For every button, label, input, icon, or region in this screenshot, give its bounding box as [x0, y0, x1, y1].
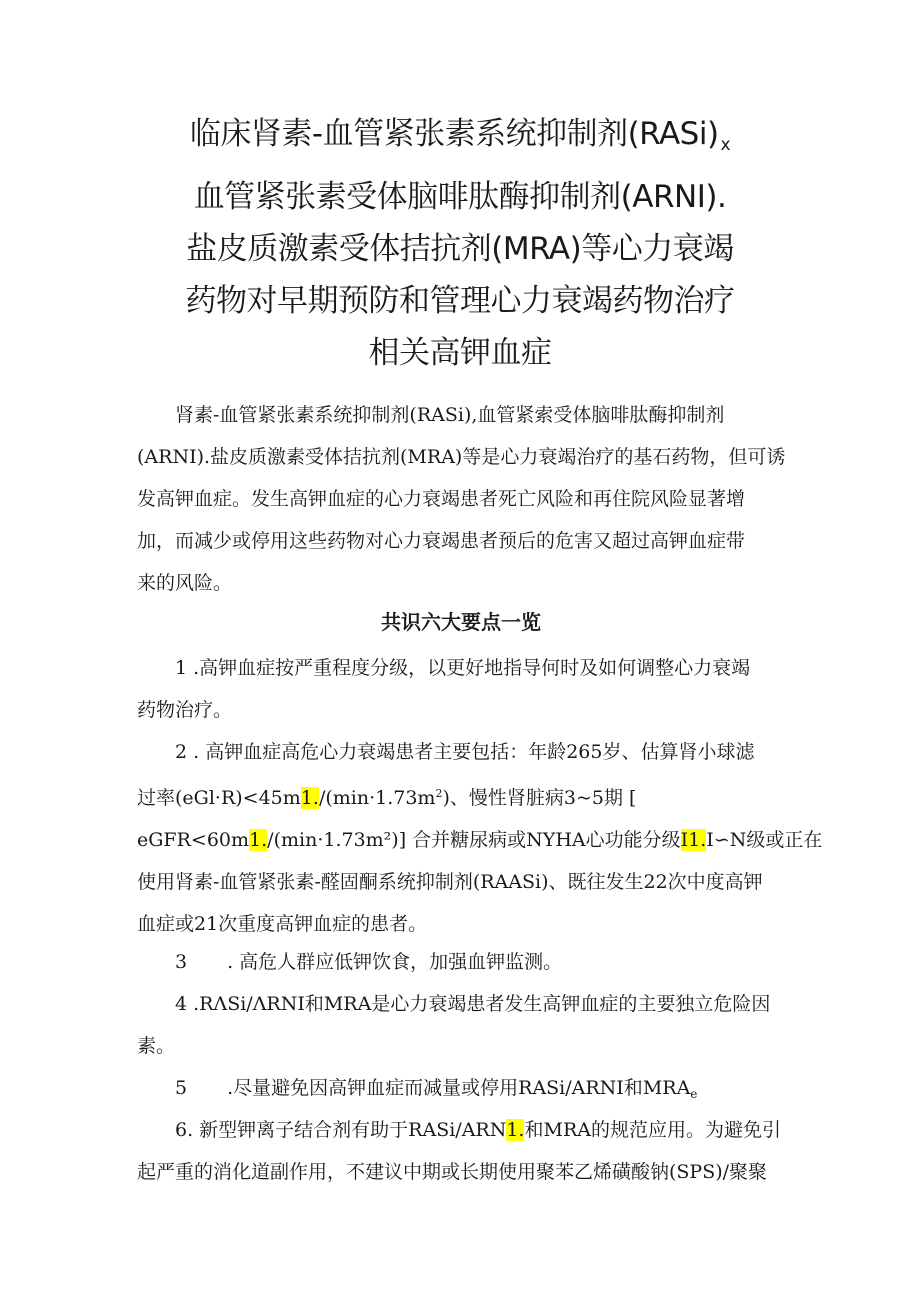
point-6-line-2: 起严重的消化道副作用，不建议中期或长期使用聚苯乙烯磺酸钠(SPS)/聚聚 — [137, 1161, 768, 1183]
point-3-text: . 高危人群应低钾饮食，加强血钾监测。 — [227, 951, 563, 973]
point-5 — [137, 1067, 785, 1115]
intro-paragraph — [137, 394, 785, 604]
title-line-4: 药物对早期预防和管理心力衰竭药物治疗 — [185, 283, 735, 319]
point-2-line-1: 2 . 高钾血症高危心力衰竭患者主要包括：年龄265岁、估算肾小球滤 — [175, 741, 755, 763]
title-suffix: x — [720, 135, 731, 155]
point-6-line-1-b: 和MRA的规范应用。为避免引 — [524, 1119, 781, 1141]
point-2 — [137, 731, 823, 945]
point-5-suffix: e — [690, 1087, 698, 1101]
point-5-number: 5 — [175, 1077, 188, 1099]
point-3-number: 3 — [175, 951, 188, 973]
point-4-line-1: 4 .RΛSi/ΛRNI和MRA是心力衰竭患者发生高钾血症的主要独立危险因 — [175, 993, 771, 1015]
title-line-5: 相关高钾血症 — [368, 335, 552, 371]
point-5-text: .尽量避免因高钾血症而减量或停用RASi/ARNI和MRA — [227, 1077, 691, 1099]
point-2-line-4: 使用肾素-血管紧张素-醛固酮系统抑制剂(RAASi)、既往发生22次中度高钾 — [137, 871, 763, 893]
point-2-line-2-b: /(min·1.73m — [318, 787, 436, 809]
title-line-2: 血管紧张素受体脑啡肽酶抑制剂(ARNI). — [193, 179, 727, 215]
intro-line-5: 来的风险。 — [137, 572, 233, 594]
highlight-mark: 1. — [300, 787, 319, 809]
point-5-line-1 — [137, 1067, 785, 1115]
intro-line-2: (ARNI).盐皮质激素受体拮抗剂(MRA)等是心力衰竭治疗的基石药物，但可诱 — [137, 446, 786, 468]
highlight-mark: 1. — [249, 829, 268, 851]
point-2-line-3-b: /(min·1.73m²)] 合并糖尿病或NYHA心功能分级 — [267, 829, 681, 851]
document-title — [150, 108, 770, 379]
point-6 — [137, 1109, 785, 1193]
intro-line-3: 发高钾血症。发生高钾血症的心力衰竭患者死亡风险和再住院风险显著增 — [137, 488, 746, 510]
point-1-line-1: 1 .高钾血症按严重程度分级，以更好地指导何时及如何调整心力衰竭 — [175, 657, 751, 679]
highlight-mark: 1. — [506, 1119, 525, 1141]
point-3 — [137, 941, 785, 983]
point-2-line-3 — [137, 819, 823, 861]
point-1-line-2: 药物治疗。 — [137, 699, 233, 721]
point-4 — [137, 983, 785, 1067]
point-2-line-3-c: I∽N级或正在 — [706, 829, 823, 851]
point-4-line-2: 素。 — [137, 1035, 176, 1057]
intro-line-1: 肾素-血管紧张素系统抑制剂(RASi),血管紧索受体脑啡肽酶抑制剂 — [175, 404, 725, 426]
point-2-line-3-a: eGFR<60m — [137, 829, 250, 851]
point-6-line-1-a: 6. 新型钾离子结合剂有助于RASi/ARN — [175, 1119, 507, 1141]
point-2-line-2-c: )、慢性肾脏病3~5期 [ — [442, 787, 637, 809]
highlight-mark: I1. — [680, 829, 707, 851]
point-6-line-1 — [137, 1109, 785, 1151]
title-line-3: 盐皮质激素受体拮抗剂(MRA)等心力衰竭 — [186, 231, 734, 267]
title-line-1-text: 临床肾素-血管紧张素系统抑制剂(RASi) — [189, 116, 719, 152]
point-2-line-5: 血症或21次重度高钾血症的患者。 — [137, 913, 428, 935]
point-3-line-1 — [137, 941, 785, 983]
title-line-1 — [150, 108, 770, 171]
point-1 — [137, 647, 785, 731]
superscript-2: 2 — [435, 787, 443, 800]
point-2-line-2-a: 过率(eGl·R)<45m — [137, 787, 301, 809]
section-heading: 共识六大要点一览 — [381, 610, 541, 634]
intro-line-4: 加，而减少或停用这些药物对心力衰竭患者预后的危害又超过高钾血症带 — [137, 530, 746, 552]
point-2-line-2 — [137, 773, 785, 819]
